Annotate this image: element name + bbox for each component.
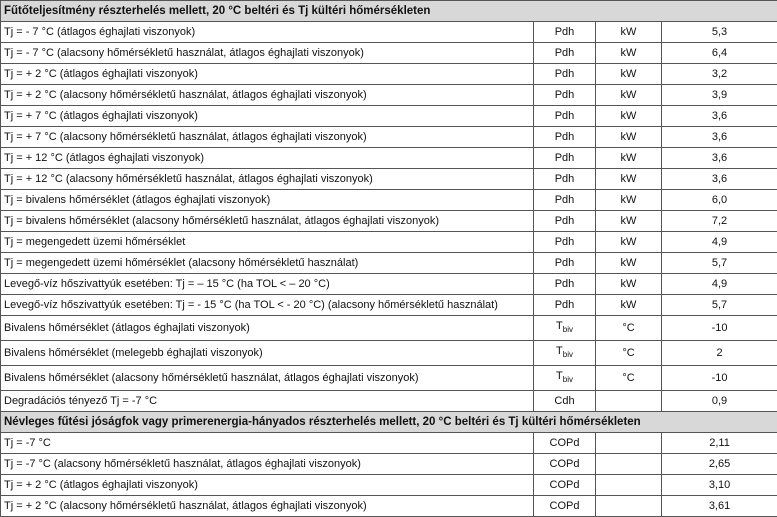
section-header-row <box>1 1 777 22</box>
row-unit: kW <box>596 211 662 232</box>
row-value: 4,9 <box>662 232 777 253</box>
parameter-subscript: biv <box>563 325 573 334</box>
row-unit: °C <box>596 341 662 366</box>
row-value: 4,9 <box>662 274 777 295</box>
parameter-symbol: Pdh <box>555 299 575 311</box>
row-value: 3,9 <box>662 85 777 106</box>
row-label: Levegő-víz hőszivattyúk esetében: Tj = – 15 °C (ha TOL < – 20 °C) <box>1 274 534 295</box>
row-parameter <box>534 316 596 341</box>
row-label: Degradációs tényező Tj = -7 °C <box>1 391 534 412</box>
parameter-symbol: Pdh <box>555 47 575 59</box>
table-row <box>1 211 777 232</box>
row-label: Tj = + 2 °C (alacsony hőmérsékletű használat, átlagos éghajlati viszonyok) <box>1 85 534 106</box>
row-parameter <box>534 127 596 148</box>
row-label: Bivalens hőmérséklet (alacsony hőmérsékletű használat, átlagos éghajlati viszonyok) <box>1 366 534 391</box>
row-label: Tj = + 2 °C (átlagos éghajlati viszonyok) <box>1 475 534 496</box>
row-unit <box>596 475 662 496</box>
row-unit: kW <box>596 43 662 64</box>
table-row <box>1 148 777 169</box>
row-unit: kW <box>596 274 662 295</box>
row-unit: kW <box>596 64 662 85</box>
row-parameter <box>534 64 596 85</box>
row-value: 3,6 <box>662 169 777 190</box>
parameter-symbol: Pdh <box>555 194 575 206</box>
table-row <box>1 496 777 517</box>
row-value: 2,65 <box>662 454 777 475</box>
parameter-symbol: Pdh <box>555 173 575 185</box>
row-unit: kW <box>596 169 662 190</box>
row-unit: °C <box>596 366 662 391</box>
row-value: 5,7 <box>662 295 777 316</box>
row-parameter <box>534 475 596 496</box>
parameter-symbol: COPd <box>550 437 580 449</box>
row-value: 3,6 <box>662 106 777 127</box>
row-parameter <box>534 148 596 169</box>
row-parameter <box>534 341 596 366</box>
row-parameter <box>534 85 596 106</box>
row-value: -10 <box>662 366 777 391</box>
table-row <box>1 391 777 412</box>
row-value: 0,9 <box>662 391 777 412</box>
row-value: 3,6 <box>662 127 777 148</box>
parameter-symbol: Pdh <box>555 215 575 227</box>
table-row <box>1 190 777 211</box>
row-parameter <box>534 190 596 211</box>
parameter-subscript: biv <box>563 375 573 384</box>
parameter-symbol: T <box>556 345 563 357</box>
section-title: Névleges fűtési jóságfok vagy primerenergia-hányados részterhelés mellett, 20 °C beltéri és Tj kültéri hőmérsékleten <box>1 412 777 433</box>
row-parameter <box>534 253 596 274</box>
row-parameter <box>534 454 596 475</box>
row-unit: kW <box>596 127 662 148</box>
parameter-symbol: Pdh <box>555 131 575 143</box>
row-unit: kW <box>596 22 662 43</box>
table-row <box>1 316 777 341</box>
row-label: Tj = megengedett üzemi hőmérséklet (alacsony hőmérsékletű használat) <box>1 253 534 274</box>
row-label: Tj = - 7 °C (alacsony hőmérsékletű használat, átlagos éghajlati viszonyok) <box>1 43 534 64</box>
parameter-symbol: Pdh <box>555 257 575 269</box>
table-row <box>1 475 777 496</box>
table-row <box>1 64 777 85</box>
table-row <box>1 85 777 106</box>
row-value: 6,0 <box>662 190 777 211</box>
row-value: 3,6 <box>662 148 777 169</box>
row-label: Tj = + 7 °C (alacsony hőmérsékletű használat, átlagos éghajlati viszonyok) <box>1 127 534 148</box>
row-parameter <box>534 232 596 253</box>
table-row <box>1 22 777 43</box>
row-label: Bivalens hőmérséklet (melegebb éghajlati viszonyok) <box>1 341 534 366</box>
row-unit: kW <box>596 295 662 316</box>
row-unit <box>596 391 662 412</box>
row-value: -10 <box>662 316 777 341</box>
row-unit: kW <box>596 253 662 274</box>
table-row <box>1 454 777 475</box>
section-title: Fűtőteljesítmény részterhelés mellett, 20 °C beltéri és Tj kültéri hőmérsékleten <box>1 1 777 22</box>
row-parameter <box>534 366 596 391</box>
row-label: Tj = -7 °C (alacsony hőmérsékletű használat, átlagos éghajlati viszonyok) <box>1 454 534 475</box>
table-row <box>1 295 777 316</box>
table-row <box>1 433 777 454</box>
parameter-symbol: Pdh <box>555 278 575 290</box>
parameter-symbol: COPd <box>550 500 580 512</box>
row-value: 3,10 <box>662 475 777 496</box>
row-unit: kW <box>596 232 662 253</box>
row-unit: kW <box>596 85 662 106</box>
row-unit: °C <box>596 316 662 341</box>
row-label: Tj = + 12 °C (alacsony hőmérsékletű használat, átlagos éghajlati viszonyok) <box>1 169 534 190</box>
row-label: Bivalens hőmérséklet (átlagos éghajlati viszonyok) <box>1 316 534 341</box>
table-row <box>1 106 777 127</box>
row-label: Tj = + 12 °C (átlagos éghajlati viszonyok) <box>1 148 534 169</box>
row-label: Tj = -7 °C <box>1 433 534 454</box>
parameter-symbol: Pdh <box>555 68 575 80</box>
parameter-symbol: Pdh <box>555 89 575 101</box>
row-value: 2 <box>662 341 777 366</box>
row-parameter <box>534 433 596 454</box>
parameter-symbol: Pdh <box>555 110 575 122</box>
row-label: Tj = - 7 °C (átlagos éghajlati viszonyok) <box>1 22 534 43</box>
table-row <box>1 253 777 274</box>
row-unit: kW <box>596 106 662 127</box>
row-parameter <box>534 106 596 127</box>
table-row <box>1 341 777 366</box>
parameter-symbol: COPd <box>550 458 580 470</box>
row-unit: kW <box>596 190 662 211</box>
section-header-row <box>1 412 777 433</box>
row-value: 5,3 <box>662 22 777 43</box>
parameter-subscript: biv <box>563 350 573 359</box>
row-parameter <box>534 496 596 517</box>
row-parameter <box>534 274 596 295</box>
table-row <box>1 127 777 148</box>
table-row <box>1 43 777 64</box>
row-value: 5,7 <box>662 253 777 274</box>
row-value: 3,2 <box>662 64 777 85</box>
parameter-symbol: Pdh <box>555 26 575 38</box>
row-value: 3,61 <box>662 496 777 517</box>
parameter-symbol: Cdh <box>554 395 574 407</box>
row-label: Levegő-víz hőszivattyúk esetében: Tj = - 15 °C (ha TOL < - 20 °C) (alacsony hőmérsékletű használat) <box>1 295 534 316</box>
parameter-symbol: Pdh <box>555 152 575 164</box>
row-unit <box>596 433 662 454</box>
row-parameter <box>534 169 596 190</box>
row-label: Tj = bivalens hőmérséklet (átlagos éghajlati viszonyok) <box>1 190 534 211</box>
row-parameter <box>534 295 596 316</box>
parameter-symbol: Pdh <box>555 236 575 248</box>
table-row <box>1 274 777 295</box>
row-parameter <box>534 22 596 43</box>
row-label: Tj = megengedett üzemi hőmérséklet <box>1 232 534 253</box>
row-value: 6,4 <box>662 43 777 64</box>
spec-table-body <box>1 1 777 517</box>
row-unit <box>596 496 662 517</box>
table-row <box>1 232 777 253</box>
parameter-symbol: COPd <box>550 479 580 491</box>
row-unit <box>596 454 662 475</box>
table-row <box>1 169 777 190</box>
row-label: Tj = + 7 °C (átlagos éghajlati viszonyok) <box>1 106 534 127</box>
row-label: Tj = + 2 °C (átlagos éghajlati viszonyok) <box>1 64 534 85</box>
row-label: Tj = bivalens hőmérséklet (alacsony hőmérsékletű használat, átlagos éghajlati viszonyok) <box>1 211 534 232</box>
row-value: 7,2 <box>662 211 777 232</box>
row-unit: kW <box>596 148 662 169</box>
row-label: Tj = + 2 °C (alacsony hőmérsékletű használat, átlagos éghajlati viszonyok) <box>1 496 534 517</box>
row-parameter <box>534 43 596 64</box>
table-row <box>1 366 777 391</box>
parameter-symbol: T <box>556 370 563 382</box>
row-parameter <box>534 391 596 412</box>
parameter-symbol: T <box>556 320 563 332</box>
row-value: 2,11 <box>662 433 777 454</box>
row-parameter <box>534 211 596 232</box>
